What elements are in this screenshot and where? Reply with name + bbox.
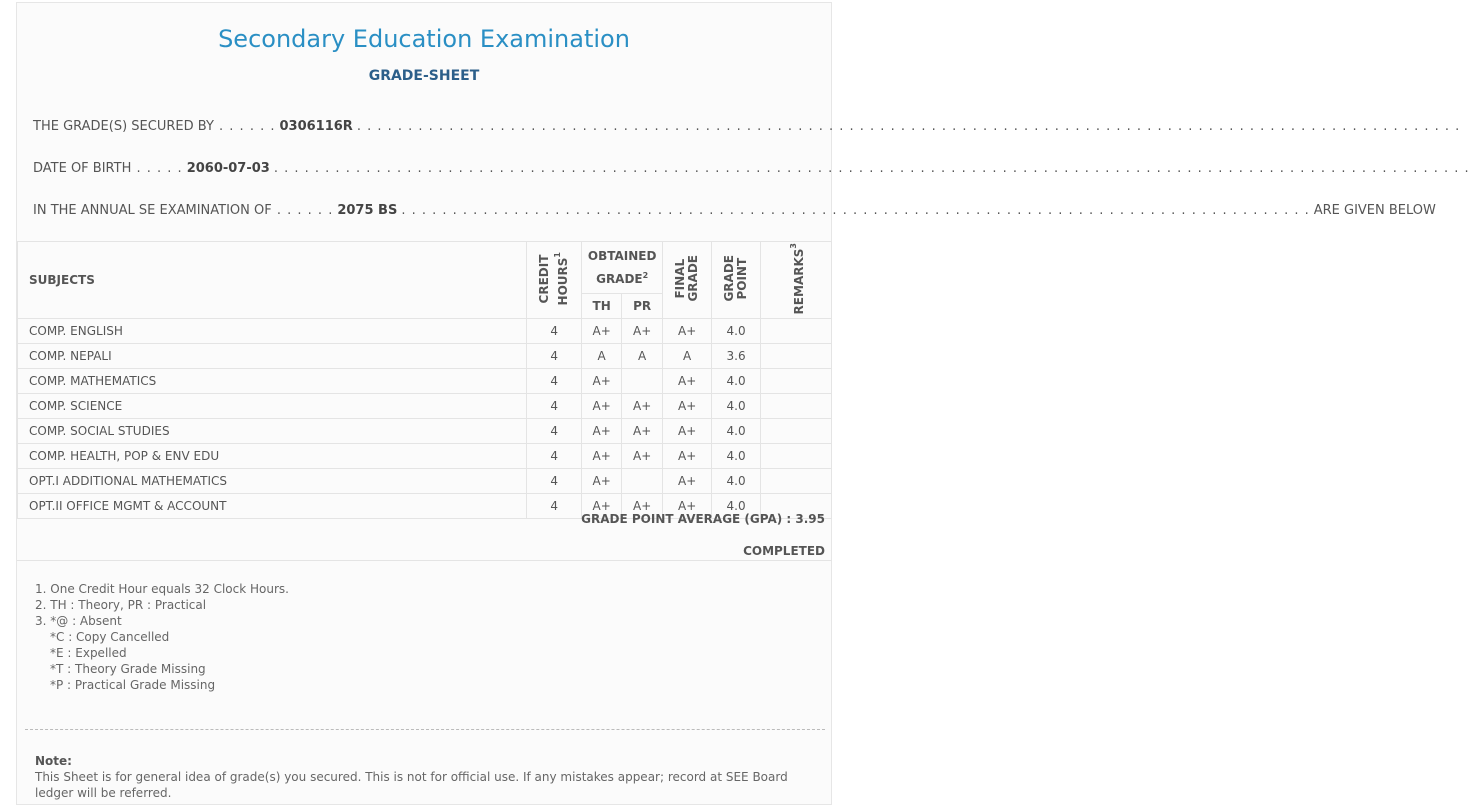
- grade-point-cell: 4.0: [712, 494, 761, 519]
- pr-grade-cell: [622, 369, 663, 394]
- final-grade-cell: A+: [663, 419, 712, 444]
- footnote-item: 1. One Credit Hour equals 32 Clock Hours.: [35, 582, 289, 596]
- dob-value: 2060-07-03: [186, 161, 270, 176]
- th-grade-cell: A: [582, 344, 622, 369]
- dob-line: [33, 161, 1470, 176]
- credit-cell: 4: [527, 369, 582, 394]
- table-row: [18, 319, 832, 344]
- credit-cell: 4: [527, 394, 582, 419]
- header-remarks: REMARKS$^3$: [761, 242, 832, 319]
- pr-grade-cell: [622, 469, 663, 494]
- final-grade-cell: A+: [663, 394, 712, 419]
- dot-leader: . . . . . .: [271, 203, 334, 218]
- grade-point-cell: 3.6: [712, 344, 761, 369]
- exam-line: [33, 203, 1436, 218]
- header-th: TH: [582, 294, 622, 319]
- table-row: [18, 369, 832, 394]
- gpa-summary: GRADE POINT AVERAGE (GPA) : 3.95: [581, 512, 825, 526]
- note-text: This Sheet is for general idea of grade(s) you secured. This is not for official use. If any mistakes appear; record at SEE Board ledger will be referred.: [35, 770, 788, 800]
- table-row: [18, 419, 832, 444]
- subject-cell: COMP. ENGLISH: [18, 319, 527, 344]
- header-subjects: SUBJECTS: [18, 242, 527, 319]
- th-grade-cell: A+: [582, 444, 622, 469]
- pr-grade-cell: A+: [622, 319, 663, 344]
- dot-leader: . . . . .: [131, 161, 183, 176]
- th-grade-cell: A+: [582, 469, 622, 494]
- remarks-cell: [761, 419, 832, 444]
- result-status: COMPLETED: [743, 544, 825, 558]
- footnote-item: *P : Practical Grade Missing: [50, 678, 216, 692]
- dot-leader: . . . . . .: [213, 119, 276, 134]
- grade-point-cell: 4.0: [712, 394, 761, 419]
- pr-grade-cell: A: [622, 344, 663, 369]
- header-grade-point: GRADE POINT: [712, 242, 761, 319]
- note-label: Note:: [35, 754, 72, 768]
- final-grade-cell: A+: [663, 444, 712, 469]
- footnote-item: *T : Theory Grade Missing: [50, 662, 206, 676]
- grade-point-cell: 4.0: [712, 469, 761, 494]
- credit-cell: 4: [527, 319, 582, 344]
- disclaimer-note: [35, 753, 815, 801]
- footnote-item: 3. *@ : Absent: [35, 614, 122, 628]
- grade-sheet: [16, 2, 1470, 805]
- footnote-item: 2. TH : Theory, PR : Practical: [35, 598, 207, 612]
- secured-by-label: THE GRADE(S) SECURED BY: [33, 119, 214, 134]
- th-grade-cell: A+: [582, 369, 622, 394]
- subject-cell: COMP. NEPALI: [18, 344, 527, 369]
- remarks-cell: [761, 469, 832, 494]
- exam-year: 2075 BS: [337, 203, 398, 218]
- dot-leader: . . . . . . . . . . . . . . . . . . . . . . . . . . . . . . . . . . . . . . . . . . . . . . . . . . . . . . . . . . . . . . . . . . . . . . . . . . . . . . . . . . . . . . . . .: [401, 203, 1310, 218]
- subject-cell: COMP. SOCIAL STUDIES: [18, 419, 527, 444]
- credit-cell: 4: [527, 444, 582, 469]
- dashed-divider: [25, 729, 825, 730]
- subject-cell: COMP. HEALTH, POP & ENV EDU: [18, 444, 527, 469]
- final-grade-cell: A+: [663, 369, 712, 394]
- divider: [17, 560, 832, 561]
- header-pr: PR: [622, 294, 663, 319]
- credit-cell: 4: [527, 419, 582, 444]
- th-grade-cell: A+: [582, 319, 622, 344]
- dot-leader: . . . . . . . . . . . . . . . . . . . . . . . . . . . . . . . . . . . . . . . . . . . . . . . . . . . . . . . . . . . . . . . . . . . . . . . . . . . . . . . . . . . . . . . . . . . . . . . . . . . . . . . . . . . . . . . . . . . . .: [273, 161, 1470, 176]
- final-grade-cell: A+: [663, 494, 712, 519]
- remarks-cell: [761, 444, 832, 469]
- subject-cell: OPT.I ADDITIONAL MATHEMATICS: [18, 469, 527, 494]
- sheet-subtitle: GRADE-SHEET: [368, 68, 480, 84]
- grade-point-cell: 4.0: [712, 319, 761, 344]
- th-grade-cell: A+: [582, 419, 622, 444]
- subject-cell: COMP. MATHEMATICS: [18, 369, 527, 394]
- credit-cell: 4: [527, 344, 582, 369]
- grade-point-cell: 4.0: [712, 369, 761, 394]
- final-grade-cell: A+: [663, 469, 712, 494]
- dot-leader: . . . . . . . . . . . . . . . . . . . . . . . . . . . . . . . . . . . . . . . . . . . . . . . . . . . . . . . . . . . . . . . . . . . . . . . . . . . . . . . . . . . . . . . . . . . . . . . . . . . . . . . . . . . .: [356, 119, 1461, 134]
- remarks-cell: [761, 344, 832, 369]
- header-obtained-grade: OBTAINED GRADE$^2$: [582, 242, 663, 294]
- exam-title: Secondary Education Examination: [218, 25, 630, 53]
- th-grade-cell: A+: [582, 394, 622, 419]
- pr-grade-cell: A+: [622, 394, 663, 419]
- grade-point-cell: 4.0: [712, 419, 761, 444]
- footnote-item: *C : Copy Cancelled: [50, 630, 170, 644]
- header-final-grade: FINAL GRADE: [663, 242, 712, 319]
- table-row: [18, 344, 832, 369]
- final-grade-cell: A+: [663, 319, 712, 344]
- footnote-item: *E : Expelled: [50, 646, 127, 660]
- dob-label: DATE OF BIRTH: [33, 161, 132, 176]
- table-row: [18, 469, 832, 494]
- exam-tail: ARE GIVEN BELOW: [1313, 203, 1436, 218]
- table-row: [18, 444, 832, 469]
- header-credit-hours: CREDIT HOURS$^1$: [527, 242, 582, 319]
- credit-cell: 4: [527, 494, 582, 519]
- table-row: [18, 394, 832, 419]
- symbol-number: 0306116R: [279, 119, 353, 134]
- pr-grade-cell: A+: [622, 419, 663, 444]
- exam-label: IN THE ANNUAL SE EXAMINATION OF: [33, 203, 272, 218]
- secured-by-line: [33, 119, 1461, 134]
- footnotes: [35, 581, 289, 693]
- th-grade-cell: A+: [582, 494, 622, 519]
- subject-cell: OPT.II OFFICE MGMT & ACCOUNT: [18, 494, 527, 519]
- remarks-cell: [761, 394, 832, 419]
- remarks-cell: [761, 369, 832, 394]
- pr-grade-cell: A+: [622, 494, 663, 519]
- pr-grade-cell: A+: [622, 444, 663, 469]
- credit-cell: 4: [527, 469, 582, 494]
- grade-point-cell: 4.0: [712, 444, 761, 469]
- remarks-cell: [761, 319, 832, 344]
- grades-table: [17, 241, 832, 519]
- final-grade-cell: A: [663, 344, 712, 369]
- subject-cell: COMP. SCIENCE: [18, 394, 527, 419]
